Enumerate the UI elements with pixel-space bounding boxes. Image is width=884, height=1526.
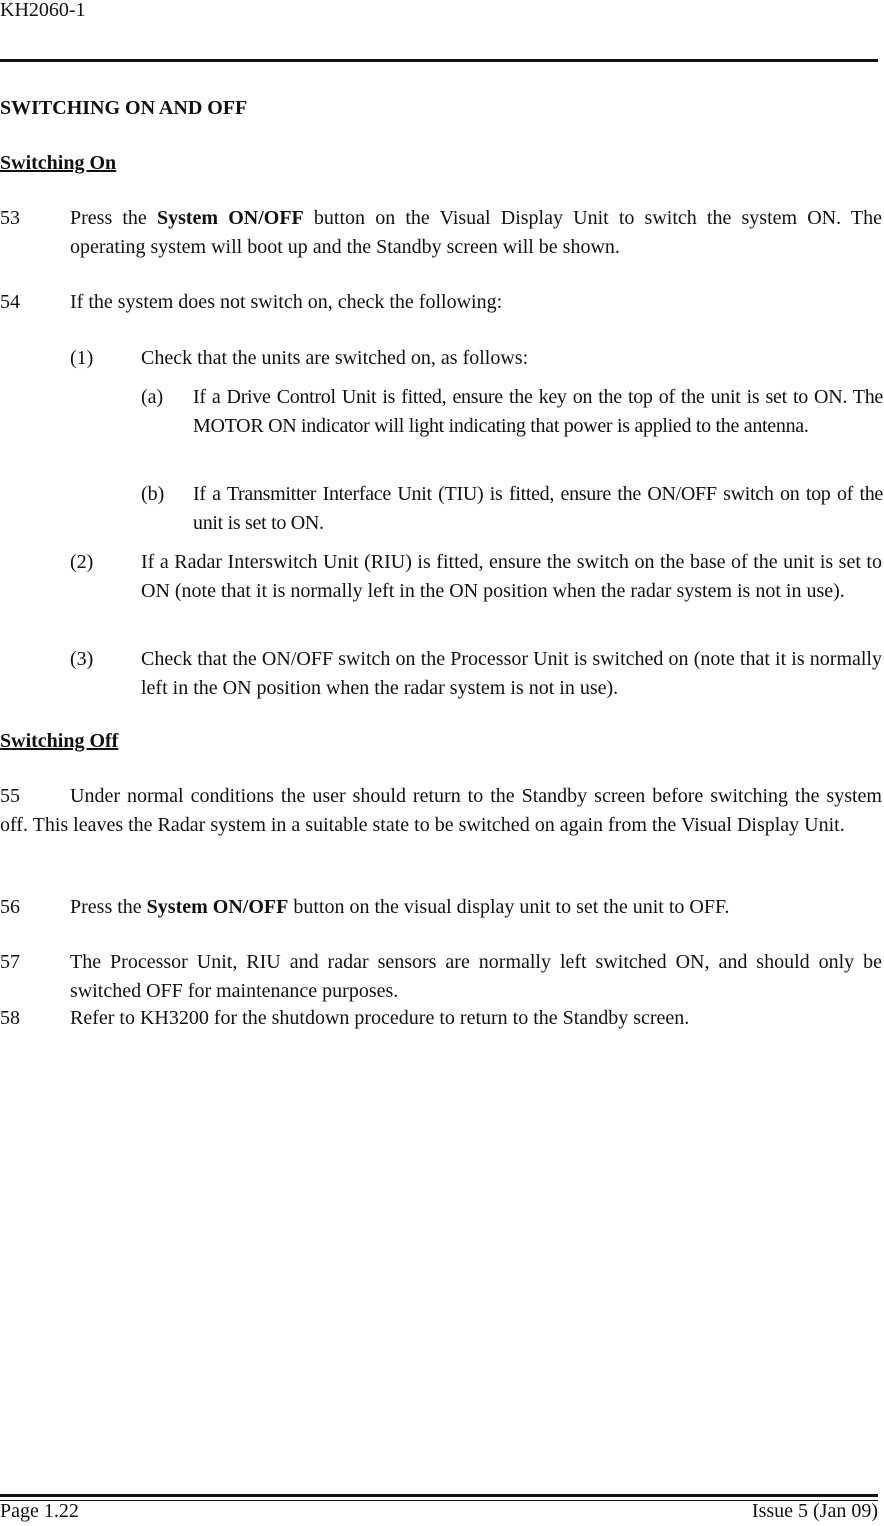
item-2: If a Radar Interswitch Unit (RIU) is fitted, ensure the switch on the base of the unit is set to ON (note that it is normally left in the ON position when the radar system is not in use). xyxy=(141,551,882,602)
paragraph-text: Press the xyxy=(70,207,157,229)
paragraph-55: Under normal conditions the user should return to the Standby screen before switching the system off. This leaves the Radar system in a suitable state to be switched on again from the Visual Display Unit. xyxy=(0,785,882,836)
subitem-b: If a Transmitter Interface Unit (TIU) is fitted, ensure the ON/OFF switch on top of the unit is set to ON. xyxy=(193,483,883,534)
paragraph-53 xyxy=(70,204,882,262)
paragraph-number: 58 xyxy=(0,1007,20,1029)
paragraph-number: 53 xyxy=(0,207,20,229)
paragraph-text: button on the Visual Display Unit to switch the system ON. The operating system will boot up and the Standby screen will be shown. xyxy=(70,207,882,258)
document-id: KH2060-1 xyxy=(0,0,86,21)
paragraph-text: Press the xyxy=(70,896,147,918)
issue-label: Issue 5 (Jan 09) xyxy=(751,1500,878,1522)
section-title: SWITCHING ON AND OFF xyxy=(0,97,248,119)
paragraph-58: Refer to KH3200 for the shutdown procedure to return to the Standby screen. xyxy=(70,1007,690,1029)
page-number: Page 1.22 xyxy=(0,1500,79,1522)
item-number: (1) xyxy=(70,347,94,369)
paragraph-number: 54 xyxy=(0,291,20,313)
system-on-off-button-ref: System ON/OFF xyxy=(156,207,304,229)
subheading-switching-on: Switching On xyxy=(0,152,117,174)
item-1: Check that the units are switched on, as follows: xyxy=(141,347,529,369)
paragraph-text: button on the visual display unit to set the unit to OFF. xyxy=(288,896,730,918)
paragraph-number: 55 xyxy=(0,785,20,807)
item-number: (2) xyxy=(70,551,94,573)
paragraph-number: 57 xyxy=(0,951,20,973)
item-3: Check that the ON/OFF switch on the Processor Unit is switched on (note that it is normally left in the ON position when the radar system is not in use). xyxy=(141,648,882,699)
subitem-number: (b) xyxy=(141,483,165,505)
subitem-a: If a Drive Control Unit is fitted, ensure the key on the top of the unit is set to ON. The MOTOR ON indicator will light indicating that power is applied to the antenna. xyxy=(193,386,883,437)
item-number: (3) xyxy=(70,648,94,670)
paragraph-56 xyxy=(70,893,882,922)
paragraph-57: The Processor Unit, RIU and radar sensors are normally left switched ON, and should only be switched OFF for maintenance purposes. xyxy=(70,951,882,1002)
system-on-off-button-ref: System ON/OFF xyxy=(146,896,289,918)
footer-rule-thin xyxy=(0,1500,878,1501)
paragraph-54: If the system does not switch on, check the following: xyxy=(70,291,503,313)
subheading-switching-off: Switching Off xyxy=(0,730,119,752)
subitem-number: (a) xyxy=(141,386,164,408)
paragraph-number: 56 xyxy=(0,896,20,918)
footer-rule xyxy=(0,1494,878,1497)
header-rule xyxy=(0,59,878,62)
